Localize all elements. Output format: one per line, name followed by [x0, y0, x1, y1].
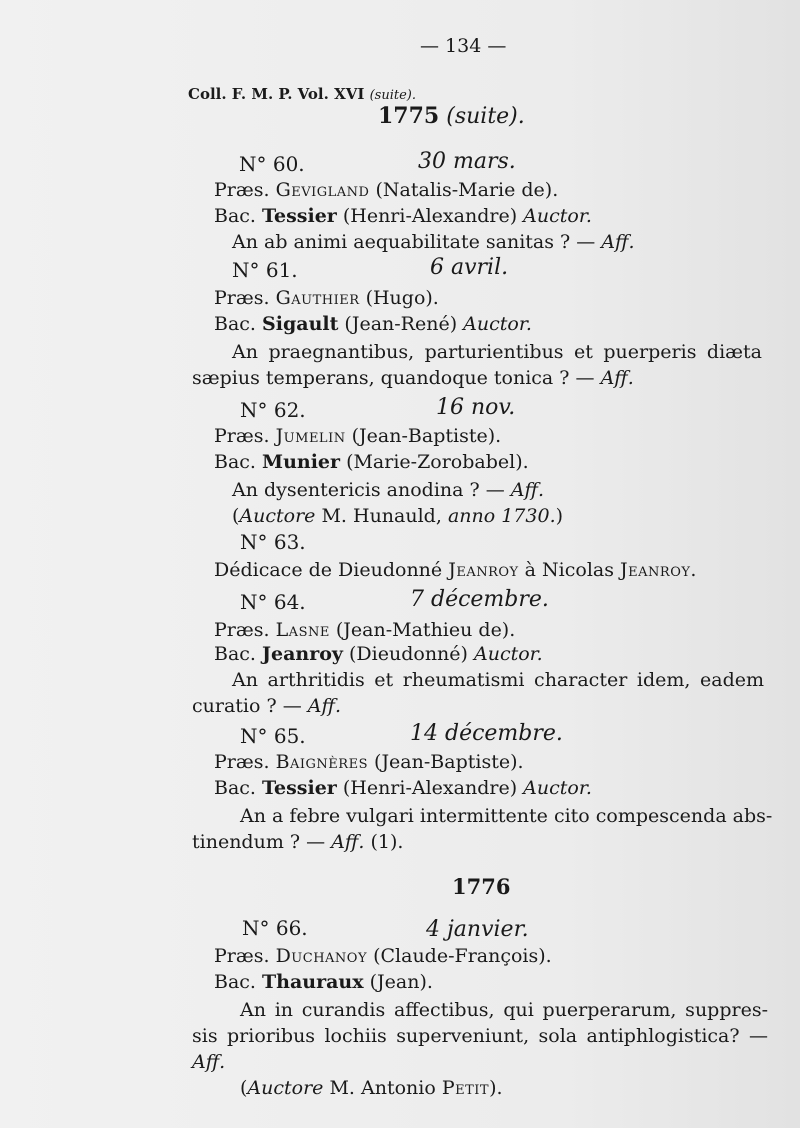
thesis-question: An in curandis affectibus, qui puerperarum, suppres- [240, 999, 768, 1021]
praeses-given-name: (Jean-Baptiste). [351, 425, 502, 447]
note-open: ( [232, 505, 240, 527]
bac-label: Bac. [214, 205, 256, 227]
entry-date: 14 décembre. [410, 721, 563, 746]
baccalaureus-line [214, 312, 532, 336]
bac-name: Thauraux [262, 971, 364, 993]
praeses-line [214, 944, 552, 968]
note-text: M. Antonio [329, 1077, 436, 1099]
thesis-question [232, 230, 635, 254]
bac-name: Tessier [262, 205, 337, 227]
praeses-label: Præs. [214, 751, 270, 773]
note-open: ( [240, 1077, 248, 1099]
year-suffix: (suite). [446, 104, 525, 129]
collection-suffix: (suite). [369, 88, 417, 103]
collection-label: Coll. F. M. P. Vol. XVI [188, 85, 365, 103]
baccalaureus-line [214, 776, 592, 800]
praeses-line [214, 286, 439, 310]
thesis-question: An a febre vulgari intermittente cito compescenda abs- [240, 805, 773, 827]
bac-given-name: (Henri-Alexandre) [342, 205, 518, 227]
bac-label: Bac. [214, 451, 256, 473]
bac-given-name: (Jean-René) [344, 313, 458, 335]
question-verdict: Aff. [307, 695, 341, 717]
bac-given-name: (Jean). [369, 971, 433, 993]
question-text: curatio ? — [192, 695, 302, 717]
praeses-label: Præs. [214, 945, 270, 967]
thesis-question: An arthritidis et rheumatismi character idem, eadem [232, 669, 764, 691]
praeses-line [214, 178, 558, 202]
praeses-given-name: (Hugo). [365, 287, 439, 309]
thesis-question-cont [192, 694, 341, 718]
page-number: — 134 — [420, 35, 507, 57]
year-1775: 1775 [378, 103, 440, 129]
bac-label: Bac. [214, 777, 256, 799]
praeses-line [214, 424, 501, 448]
thesis-question [232, 478, 544, 502]
bac-role: Auctor. [474, 643, 543, 665]
bac-name: Sigault [262, 313, 339, 335]
thesis-question: An praegnantibus, parturientibus et puerperis diæta [232, 341, 762, 363]
bac-given-name: (Henri-Alexandre) [342, 777, 518, 799]
baccalaureus-line [214, 450, 529, 474]
praeses-given-name: (Claude-François). [373, 945, 552, 967]
entry-number: N° 63. [240, 530, 306, 554]
entry-number: N° 62. [240, 398, 306, 422]
dedication-text: Dédicace de Dieudonné [214, 559, 443, 581]
entry-number: N° 65. [240, 724, 306, 748]
thesis-question-cont: sis prioribus lochiis superveniunt, sola antiphlogistica? — [192, 1025, 768, 1047]
entry-date: 7 décembre. [410, 587, 549, 612]
praeses-name: Duchanoy [275, 945, 368, 967]
entry-date: 30 mars. [418, 149, 516, 174]
question-text: sæpius temperans, quandoque tonica ? — [192, 367, 595, 389]
question-verdict: Aff. [331, 831, 365, 853]
question-verdict: Aff. [510, 479, 545, 501]
authorship-note [232, 504, 563, 528]
dedication-name: Jeanroy [448, 559, 519, 581]
footnote-reference: (1). [370, 831, 404, 853]
bac-name: Tessier [262, 777, 337, 799]
authorship-note [240, 1076, 503, 1100]
bac-label: Bac. [214, 643, 256, 665]
year-heading-1776: 1776 [452, 874, 511, 899]
praeses-name: Jumelin [275, 425, 346, 447]
bac-role: Auctor. [523, 205, 592, 227]
praeses-name: Gevigland [275, 179, 370, 201]
praeses-label: Præs. [214, 179, 270, 201]
note-close: ). [489, 1077, 503, 1099]
dedication-line [214, 558, 697, 582]
praeses-label: Præs. [214, 619, 270, 641]
praeses-given-name: (Jean-Mathieu de). [335, 619, 516, 641]
praeses-line [214, 750, 524, 774]
note-anno: anno 1730. [447, 505, 556, 527]
thesis-question-cont [192, 366, 634, 390]
note-text: M. Hunauld, [321, 505, 442, 527]
praeses-label: Præs. [214, 425, 270, 447]
bac-name: Jeanroy [262, 643, 343, 665]
baccalaureus-line [214, 204, 592, 228]
bac-label: Bac. [214, 971, 256, 993]
question-verdict: Aff. [600, 367, 634, 389]
question-verdict: Aff. [192, 1051, 226, 1073]
note-auctore: Auctore [247, 1077, 324, 1099]
entry-date: 6 avril. [430, 255, 509, 280]
note-close: ) [555, 505, 564, 527]
question-verdict: Aff. [601, 231, 635, 253]
bac-given-name: (Dieudonné) [349, 643, 468, 665]
question-text: An dysentericis anodina ? — [232, 479, 505, 501]
praeses-given-name: (Jean-Baptiste). [374, 751, 524, 773]
praeses-name: Gauthier [275, 287, 360, 309]
bac-role: Auctor. [523, 777, 592, 799]
bac-name: Munier [262, 451, 341, 473]
praeses-label: Præs. [214, 287, 270, 309]
baccalaureus-line [214, 642, 543, 666]
note-auctore: Auctore [239, 505, 316, 527]
dedication-text: à Nicolas [524, 559, 614, 581]
entry-number: N° 61. [232, 258, 298, 282]
bac-label: Bac. [214, 313, 256, 335]
baccalaureus-line [214, 970, 433, 994]
praeses-given-name: (Natalis-Marie de). [375, 179, 559, 201]
note-name: Petit [441, 1077, 490, 1099]
thesis-question-cont [192, 830, 403, 854]
year-heading-1775 [378, 104, 525, 129]
praeses-name: Baignères [275, 751, 368, 773]
entry-number: N° 64. [240, 590, 306, 614]
entry-date: 4 janvier. [426, 917, 529, 942]
bac-given-name: (Marie-Zorobabel). [346, 451, 529, 473]
bac-role: Auctor. [463, 313, 532, 335]
question-text: An ab animi aequabilitate sanitas ? — [232, 231, 596, 253]
entry-date: 16 nov. [436, 395, 516, 420]
praeses-line [214, 618, 515, 642]
dedication-name: Jeanroy. [620, 559, 697, 581]
entry-number: N° 60. [239, 152, 305, 176]
entry-number: N° 66. [242, 916, 308, 940]
praeses-name: Lasne [275, 619, 330, 641]
question-text: tinendum ? — [192, 831, 326, 853]
